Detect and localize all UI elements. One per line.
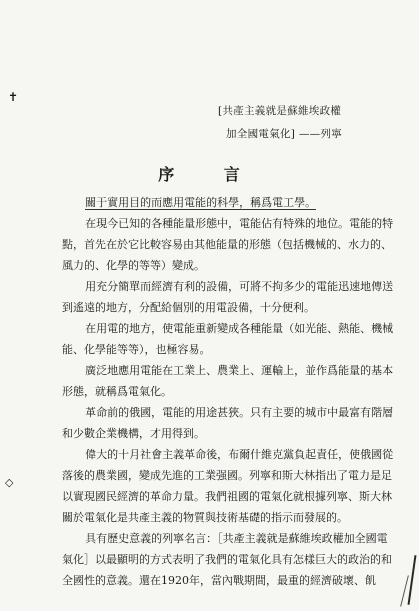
paragraph-1-underlined: 關于實用目的而應用電能的科學，稱爲電工學。 <box>85 196 317 209</box>
page-edge-mark <box>408 555 417 605</box>
paragraph-6: 革命前的俄國，電能的用途甚狹。只有主要的城市中最富有階層和少數企業機構，才用得到。 <box>62 406 394 440</box>
paragraph-3: 用充分簡單而經濟有利的設備，可將不拘多少的電能迅速地傳送到遙遠的地方，分配給個別的用電設備，十分便利。 <box>62 280 394 314</box>
preface-body <box>62 192 396 591</box>
epigraph-line-2: 加全國電氣化] ——列寧 <box>226 128 343 140</box>
paragraph-2: 在現今已知的各種能量形態中，電能佔有特殊的地位。電能的特點，首先在於它比較容易由其他能量的形態（包括機械的、水力的、風力的、化學的等等）變成。 <box>62 217 394 272</box>
paragraph-1 <box>62 192 396 213</box>
epigraph-line-1: [共產主義就是蘇維埃政權 <box>218 105 342 117</box>
paragraph-4: 在用電的地方，使電能重新變成各種能量（如光能、熱能、機械能、化學能等等），也極容易。 <box>62 322 394 356</box>
binding-hole-mark: ◇ <box>5 476 14 489</box>
paragraph-5: 廣泛地應用電能在工業上、農業上、運輸上，並作爲能量的基本形態，就稱爲電氣化。 <box>62 364 394 398</box>
page-title: 序 言 <box>158 165 262 184</box>
margin-mark: ✝ <box>8 90 19 104</box>
epigraph-quote <box>218 100 398 146</box>
paragraph-7: 偉大的十月社會主義革命後，布爾什維克黨負起責任，使俄國從落後的農業國，變成先進的工業强國。列寧和斯大林指出了電力是足以實現國民經濟的革命力量。我們祖國的電氣化就根據列寧、斯大林關於電氣化是共產主義的物質與技術基礎的指示而發展的。 <box>62 448 394 524</box>
paragraph-8: 具有歷史意義的列寧名言：［共產主義就是蘇維埃政權加全國電氣化］以最顯明的方式表明了我們的電氣化具有怎樣巨大的政治的和全國性的意義。還在1920年，當內戰期間，最重的經濟破壞、飢 <box>62 532 392 587</box>
